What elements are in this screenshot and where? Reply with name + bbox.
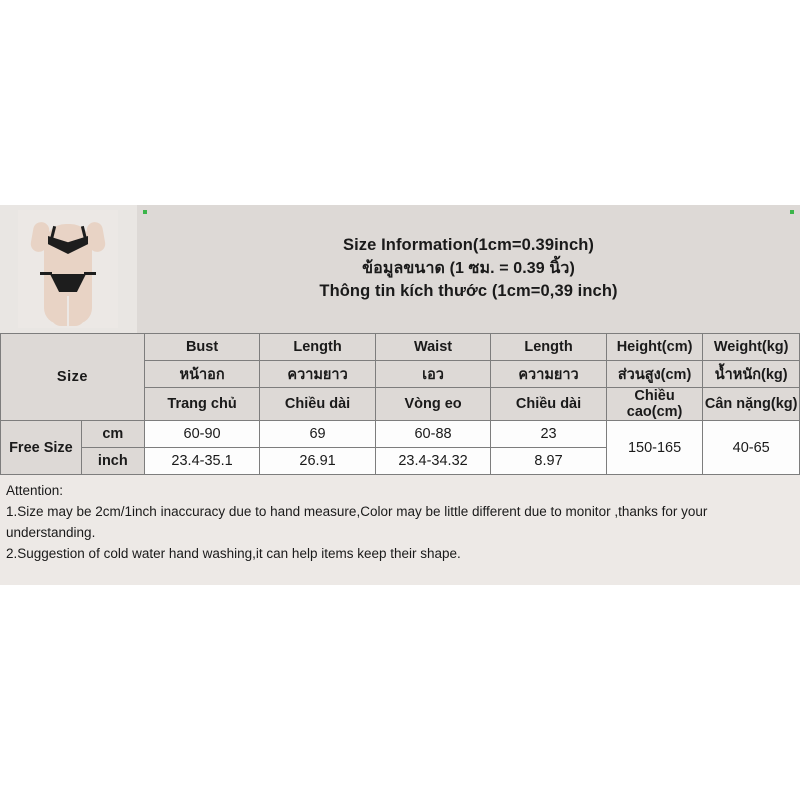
- header-weight-en: Weight(kg): [703, 334, 800, 361]
- cell-length-inch: 26.91: [260, 448, 375, 475]
- attention-line-1: 1.Size may be 2cm/1inch inaccuracy due to hand measure,Color may be little different due to monitor ,thanks for your understanding.: [6, 503, 708, 540]
- figure-leg-gap: [67, 296, 69, 328]
- accent-dot-icon: [143, 210, 147, 214]
- cell-waist-inch: 23.4-34.32: [375, 448, 490, 475]
- header-waist-vi: Vòng eo: [375, 388, 490, 421]
- unit-cm: cm: [81, 421, 144, 448]
- header-waist-th: เอว: [375, 361, 490, 388]
- accent-dot-icon: [790, 210, 794, 214]
- attention-block: [0, 475, 800, 575]
- cell-length2-cm: 23: [491, 421, 606, 448]
- unit-inch: inch: [81, 448, 144, 475]
- attention-title: Attention:: [6, 483, 64, 498]
- header-length-th: ความยาว: [260, 361, 375, 388]
- table-row-cm: [1, 421, 800, 448]
- chart-title-vi: Thông tin kích thước (1cm=0,39 inch): [319, 282, 618, 301]
- header-length2-en: Length: [491, 334, 606, 361]
- header-height-vi: Chiều cao(cm): [606, 388, 703, 421]
- cell-weight-range: 40-65: [703, 421, 800, 475]
- size-corner-label: Size: [1, 334, 145, 421]
- cell-length2-inch: 8.97: [491, 448, 606, 475]
- cell-length-cm: 69: [260, 421, 375, 448]
- header-length-en: Length: [260, 334, 375, 361]
- attention-line-2: 2.Suggestion of cold water hand washing,it can help items keep their shape.: [6, 545, 461, 561]
- header-height-th: ส่วนสูง(cm): [606, 361, 703, 388]
- cell-waist-cm: 60-88: [375, 421, 490, 448]
- cell-height-range: 150-165: [606, 421, 703, 475]
- header-length-vi: Chiều dài: [260, 388, 375, 421]
- cell-bust-inch: 23.4-35.1: [144, 448, 259, 475]
- bikini-tie-left: [40, 272, 52, 275]
- bikini-tie-right: [84, 272, 96, 275]
- size-chart-panel: [0, 205, 800, 585]
- chart-header-banner: [0, 205, 800, 333]
- header-length2-th: ความยาว: [491, 361, 606, 388]
- cell-bust-cm: 60-90: [144, 421, 259, 448]
- free-size-label: Free Size: [1, 421, 82, 475]
- size-table: [0, 333, 800, 475]
- chart-title-th: ข้อมูลขนาด (1 ซม. = 0.39 นิ้ว): [362, 259, 575, 277]
- header-bust-vi: Trang chủ: [144, 388, 259, 421]
- header-weight-th: น้ำหนัก(kg): [703, 361, 800, 388]
- header-height-en: Height(cm): [606, 334, 703, 361]
- header-bust-th: หน้าอก: [144, 361, 259, 388]
- thumbnail-image: [18, 210, 118, 328]
- header-waist-en: Waist: [375, 334, 490, 361]
- chart-title-en: Size Information(1cm=0.39inch): [342, 236, 595, 255]
- header-length2-vi: Chiều dài: [491, 388, 606, 421]
- header-weight-vi: Cân nặng(kg): [703, 388, 800, 421]
- product-thumbnail: [0, 205, 137, 333]
- chart-title-block: [137, 205, 800, 333]
- table-row-header-en: [1, 334, 800, 361]
- header-bust-en: Bust: [144, 334, 259, 361]
